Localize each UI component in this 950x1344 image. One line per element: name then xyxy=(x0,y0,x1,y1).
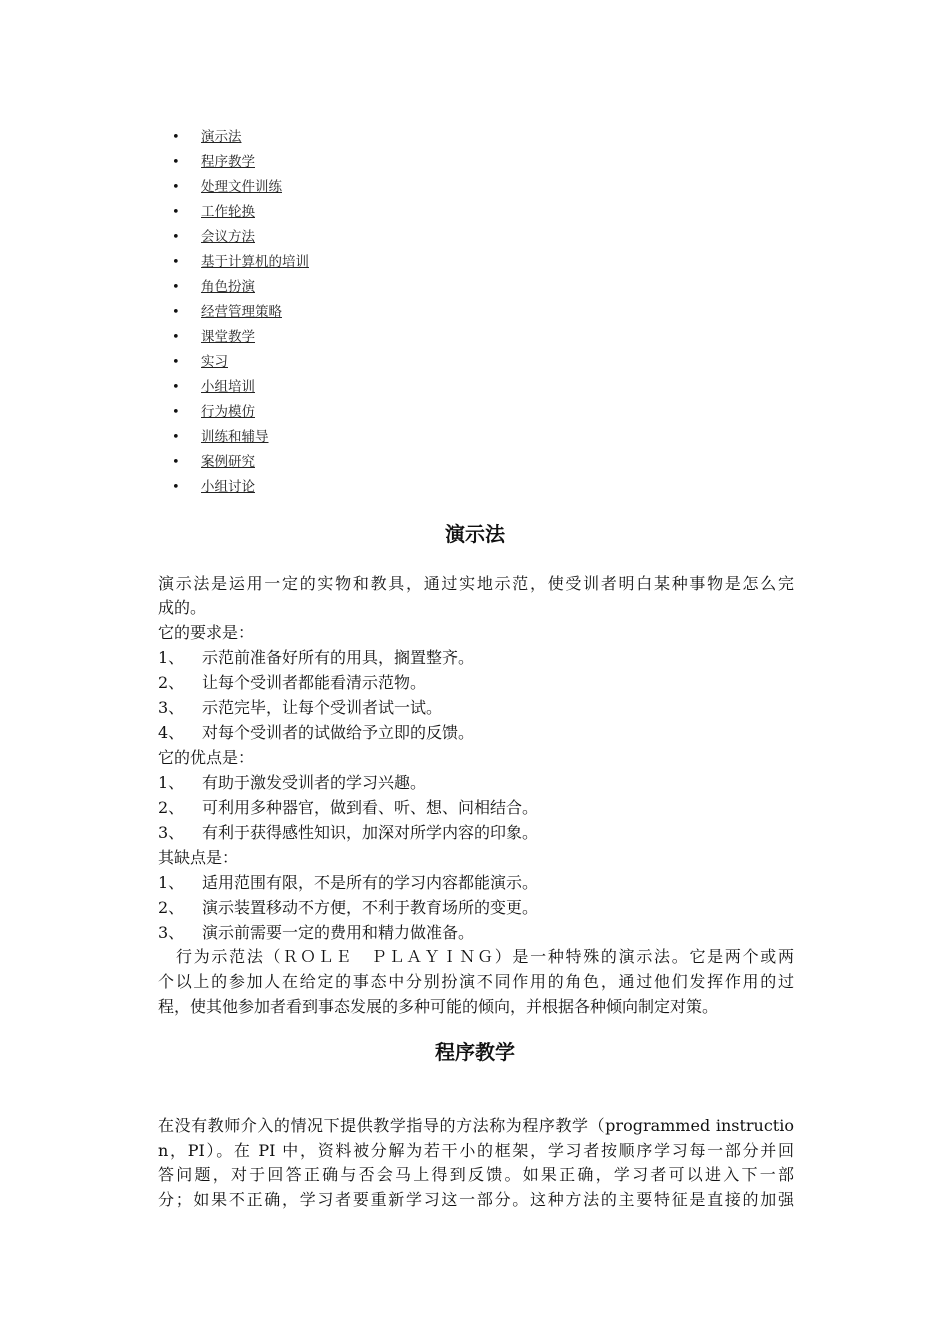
item-text: 有利于获得感性知识，加深对所学内容的印象。 xyxy=(202,823,539,842)
bullet-icon: • xyxy=(172,155,180,170)
bullet-icon: • xyxy=(172,180,180,195)
bullet-icon: • xyxy=(172,455,180,470)
toc-link-group-training[interactable]: 小组培训 xyxy=(201,379,255,395)
section-title-programmed-instruction: 程序教学 xyxy=(435,1040,515,1064)
item-number: 1、 xyxy=(158,648,185,667)
toc-link-role-playing[interactable]: 角色扮演 xyxy=(201,279,255,295)
item-number: 2、 xyxy=(158,898,185,917)
item-number: 3、 xyxy=(158,923,185,942)
item-text: 对每个受训者的试做给予立即的反馈。 xyxy=(202,723,475,742)
toc-link-case-study[interactable]: 案例研究 xyxy=(201,454,255,470)
toc-link-group-discussion[interactable]: 小组讨论 xyxy=(201,479,255,495)
item-number: 3、 xyxy=(158,823,185,842)
disadvantage-item xyxy=(158,871,538,895)
bullet-icon: • xyxy=(172,405,180,420)
toc-link-behavior-modeling[interactable]: 行为模仿 xyxy=(201,404,255,420)
bullet-icon: • xyxy=(172,480,180,495)
requirement-item xyxy=(158,721,474,745)
programmed-instruction-paragraph: n，PI）。在 PI 中，资料被分解为若干小的框架，学习者按顺序学习每一部分并回 xyxy=(158,1141,794,1160)
bullet-icon: • xyxy=(172,230,180,245)
item-text: 适用范围有限，不是所有的学习内容都能演示。 xyxy=(202,873,539,892)
toc-link-computer-based-training[interactable]: 基于计算机的培训 xyxy=(201,254,309,270)
bullet-icon: • xyxy=(172,380,180,395)
toc-link-conference-method[interactable]: 会议方法 xyxy=(201,229,255,245)
requirements-heading: 它的要求是： xyxy=(158,623,255,642)
advantage-item xyxy=(158,821,538,845)
programmed-instruction-paragraph: 分；如果不正确，学习者要重新学习这一部分。这种方法的主要特征是直接的加强 xyxy=(158,1190,794,1209)
intro-line: 成的。 xyxy=(158,598,207,617)
item-number: 2、 xyxy=(158,798,185,817)
intro-line: 演示法是运用一定的实物和教具，通过实地示范，使受训者明白某种事物是怎么完 xyxy=(158,574,794,593)
bullet-icon: • xyxy=(172,205,180,220)
requirement-item xyxy=(158,646,474,670)
bullet-icon: • xyxy=(172,255,180,270)
item-text: 演示前需要一定的费用和精力做准备。 xyxy=(202,923,475,942)
advantage-item xyxy=(158,796,538,820)
advantage-item xyxy=(158,771,426,795)
toc-link-classroom-teaching[interactable]: 课堂教学 xyxy=(201,329,255,345)
item-number: 2、 xyxy=(158,673,185,692)
bullet-icon: • xyxy=(172,130,180,145)
programmed-instruction-paragraph: 答问题，对于回答正确与否会马上得到反馈。如果正确，学习者可以进入下一部 xyxy=(158,1165,794,1184)
toc-link-coaching[interactable]: 训练和辅导 xyxy=(201,429,269,445)
bullet-icon: • xyxy=(172,280,180,295)
disadvantages-heading: 其缺点是： xyxy=(158,848,239,867)
requirement-item xyxy=(158,671,426,695)
advantages-heading: 它的优点是： xyxy=(158,748,255,767)
bullet-icon: • xyxy=(172,305,180,320)
bullet-icon: • xyxy=(172,430,180,445)
toc-link-job-rotation[interactable]: 工作轮换 xyxy=(201,204,255,220)
bullet-icon: • xyxy=(172,355,180,370)
role-playing-paragraph: 程，使其他参加者看到事态发展的多种可能的倾向，并根据各种倾向制定对策。 xyxy=(158,997,719,1016)
requirement-item xyxy=(158,696,442,720)
toc-link-in-basket-training[interactable]: 处理文件训练 xyxy=(201,179,282,195)
role-playing-paragraph: 行为示范法（ＲＯＬＥ ＰＬＡＹＩＮＧ）是一种特殊的演示法。它是两个或两 xyxy=(176,947,794,966)
item-text: 让每个受训者都能看清示范物。 xyxy=(202,673,427,692)
bullet-icon: • xyxy=(172,330,180,345)
programmed-instruction-paragraph: 在没有教师介入的情况下提供教学指导的方法称为程序教学（programmed instructio xyxy=(158,1116,794,1135)
item-text: 示范前准备好所有的用具，搁置整齐。 xyxy=(202,648,475,667)
item-number: 4、 xyxy=(158,723,185,742)
toc-link-programmed-instruction[interactable]: 程序教学 xyxy=(201,154,255,170)
section-title-demonstration: 演示法 xyxy=(445,522,505,546)
toc-link-business-games[interactable]: 经营管理策略 xyxy=(201,304,282,320)
disadvantage-item xyxy=(158,896,538,920)
disadvantage-item xyxy=(158,921,474,945)
toc-link-internship[interactable]: 实习 xyxy=(201,354,228,370)
item-text: 演示装置移动不方便，不利于教育场所的变更。 xyxy=(202,898,539,917)
item-number: 3、 xyxy=(158,698,185,717)
item-text: 可利用多种器官，做到看、听、想、问相结合。 xyxy=(202,798,539,817)
item-number: 1、 xyxy=(158,773,185,792)
toc-link-demonstration[interactable]: 演示法 xyxy=(201,129,242,145)
item-text: 有助于激发受训者的学习兴趣。 xyxy=(202,773,427,792)
item-number: 1、 xyxy=(158,873,185,892)
role-playing-paragraph: 个以上的参加人在给定的事态中分别扮演不同作用的角色，通过他们发挥作用的过 xyxy=(158,972,794,991)
item-text: 示范完毕，让每个受训者试一试。 xyxy=(202,698,443,717)
